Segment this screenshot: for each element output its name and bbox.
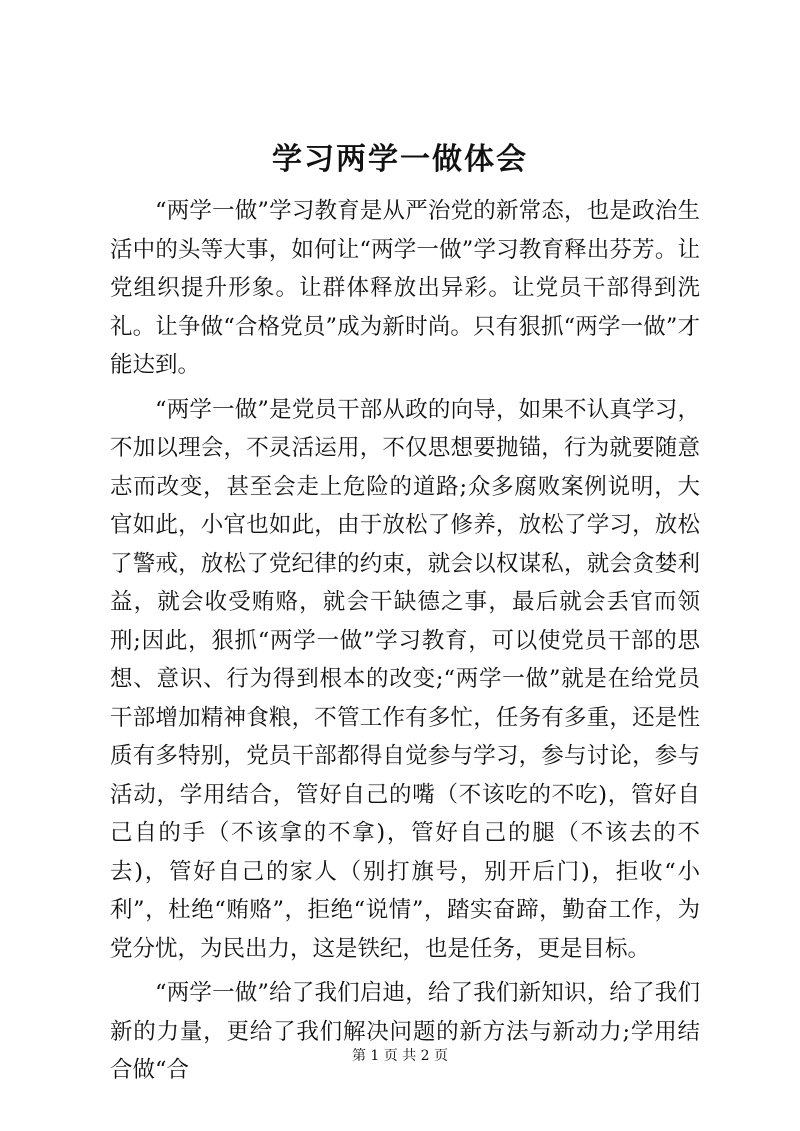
paragraph-1: “两学一做”学习教育是从严治党的新常态，也是政治生活中的头等大事，如何让“两学一做”学习教育释出芬芳。让党组织提升形象。让群体释放出异彩。让党员干部得到洗礼。让争做“合格党员”成为新时尚。只有狠抓“两学一做”才能达到。	[110, 198, 700, 378]
document-title: 学习两学一做体会	[272, 142, 528, 177]
page-number-footer: 第 1 页 共 2 页	[351, 1048, 449, 1064]
paragraph-2: “两学一做”是党员干部从政的向导，如果不认真学习，不加以理会，不灵活运用，不仅思想要抛锚，行为就要随意志而改变，甚至会走上危险的道路;众多腐败案例说明，大官如此，小官也如此，由于放松了修养，放松了学习，放松了警戒，放松了党纪律的约束，就会以权谋私，就会贪婪利益，就会收受贿赂，就会干缺德之事，最后就会丢官而领刑;因此，狠抓“两学一做”学习教育，可以使党员干部的思想、意识、行为得到根本的改变;“两学一做”就是在给党员干部增加精神食粮，不管工作有多忙，任务有多重，还是性质有多特别，党员干部都得自觉参与学习，参与讨论，参与活动，学用结合，管好自己的嘴（不该吃的不吃)，管好自己自的手（不该拿的不拿)，管好自己的腿（不该去的不去)，管好自己的家人（别打旗号，别开后门)，拒收“小利”，杜绝“贿赂”，拒绝“说情”，踏实奋蹄，勤奋工作，为党分忧，为民出力，这是铁纪，也是任务，更是目标。	[110, 396, 700, 962]
paragraph-3: “两学一做”给了我们启迪，给了我们新知识，给了我们新的力量，更给了我们解决问题的新方法与新动力;学用结合做“合	[110, 980, 700, 1083]
document-body	[110, 192, 700, 1096]
